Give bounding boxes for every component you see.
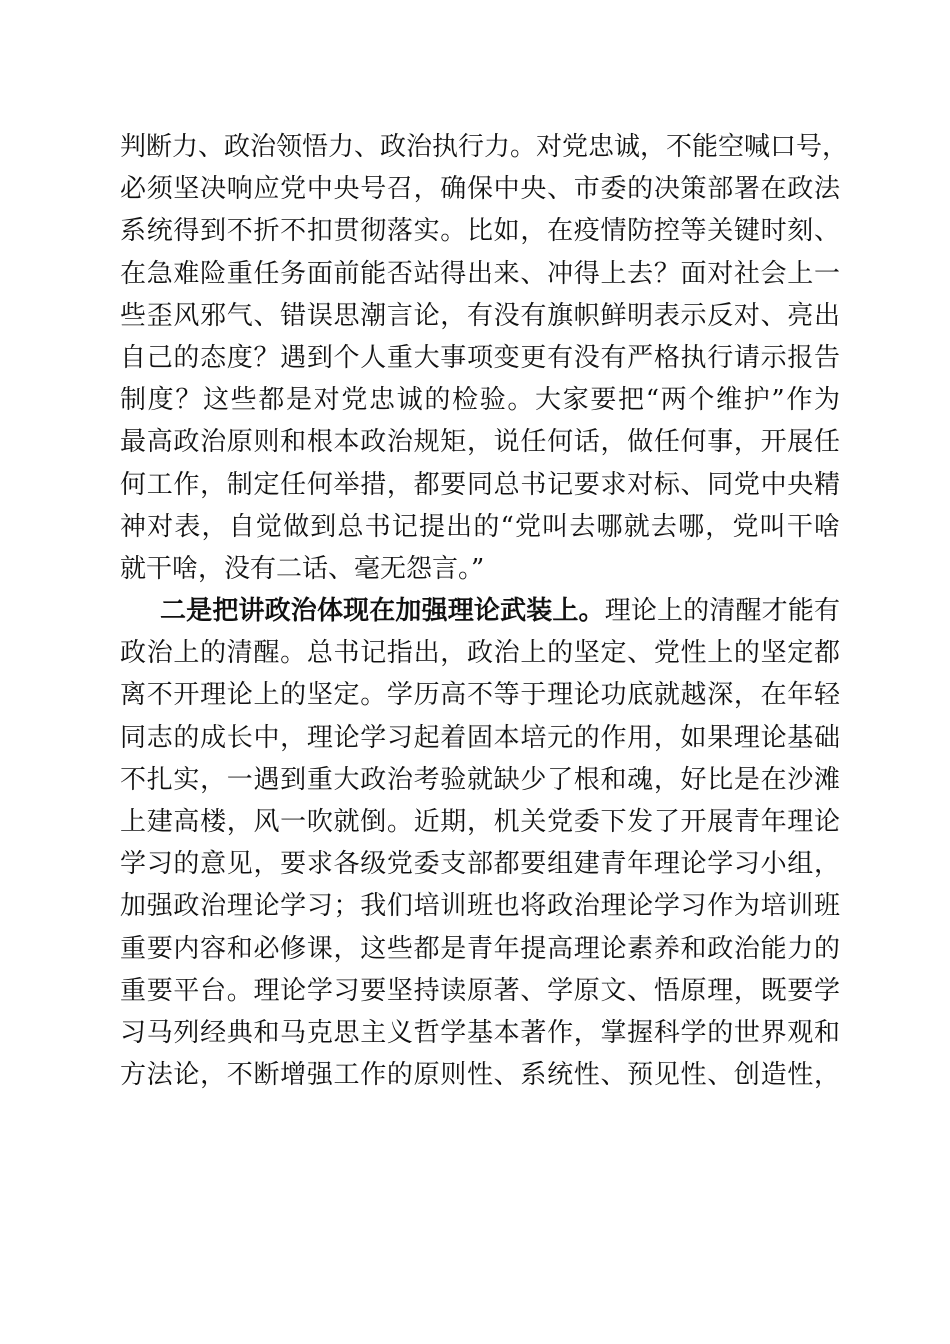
text-line: 加强政治理论学习；我们培训班也将政治理论学习作为培训班 (120, 891, 840, 922)
text-line: 在急难险重任务面前能否站得出来、冲得上去？面对社会上一 (120, 258, 840, 289)
text-line: 判断力、政治领悟力、政治执行力。对党忠诚，不能空喊口号， (120, 132, 849, 162)
text-line: 重要内容和必修课，这些都是青年提高理论素养和政治能力的 (120, 933, 840, 964)
text-line: 不扎实，一遇到重大政治考验就缺少了根和魂，好比是在沙滩 (120, 764, 840, 795)
text-line: 些歪风邪气、错误思潮言论，有没有旗帜鲜明表示反对、亮出 (120, 300, 840, 331)
body-text (120, 126, 849, 1096)
text-line: 神对表，自觉做到总书记提出的“党叫去哪就去哪，党叫干啥 (120, 511, 840, 542)
text-line: 必须坚决响应党中央号召，确保中央、市委的决策部署在政法 (120, 174, 840, 205)
text-line: 就干啥，没有二话、毫无怨言。” (120, 553, 485, 584)
text-line: 学习的意见，要求各级党委支部都要组建青年理论学习小组， (120, 849, 840, 880)
text-line: 何工作，制定任何举措，都要同总书记要求对标、同党中央精 (120, 469, 840, 500)
text-line: 重要平台。理论学习要坚持读原著、学原文、悟原理，既要学 (120, 975, 840, 1006)
text-line: 系统得到不折不扣贯彻落实。比如，在疫情防控等关键时刻、 (120, 216, 840, 247)
paragraph-text: 理论上的清醒才能有 (604, 596, 840, 627)
paragraph-2-first-line (120, 590, 840, 632)
text-line: 最高政治原则和根本政治规矩，说任何话，做任何事，开展任 (120, 427, 840, 458)
text-line: 自己的态度？遇到个人重大事项变更有没有严格执行请示报告 (120, 342, 840, 373)
text-line: 同志的成长中，理论学习起着固本培元的作用，如果理论基础 (120, 722, 840, 753)
text-line: 制度？这些都是对党忠诚的检验。大家要把“两个维护”作为 (120, 385, 840, 416)
text-line: 上建高楼，风一吹就倒。近期，机关党委下发了开展青年理论 (120, 807, 840, 837)
text-line: 离不开理论上的坚定。学历高不等于理论功底就越深，在年轻 (120, 680, 840, 711)
text-line: 习马列经典和马克思主义哲学基本著作，掌握科学的世界观和 (120, 1017, 840, 1048)
text-line: 政治上的清醒。总书记指出，政治上的坚定、党性上的坚定都 (120, 638, 840, 669)
paragraph-heading: 二是把讲政治体现在加强理论武装上。 (160, 596, 605, 627)
text-line: 方法论，不断增强工作的原则性、系统性、预见性、创造性， (120, 1060, 840, 1091)
